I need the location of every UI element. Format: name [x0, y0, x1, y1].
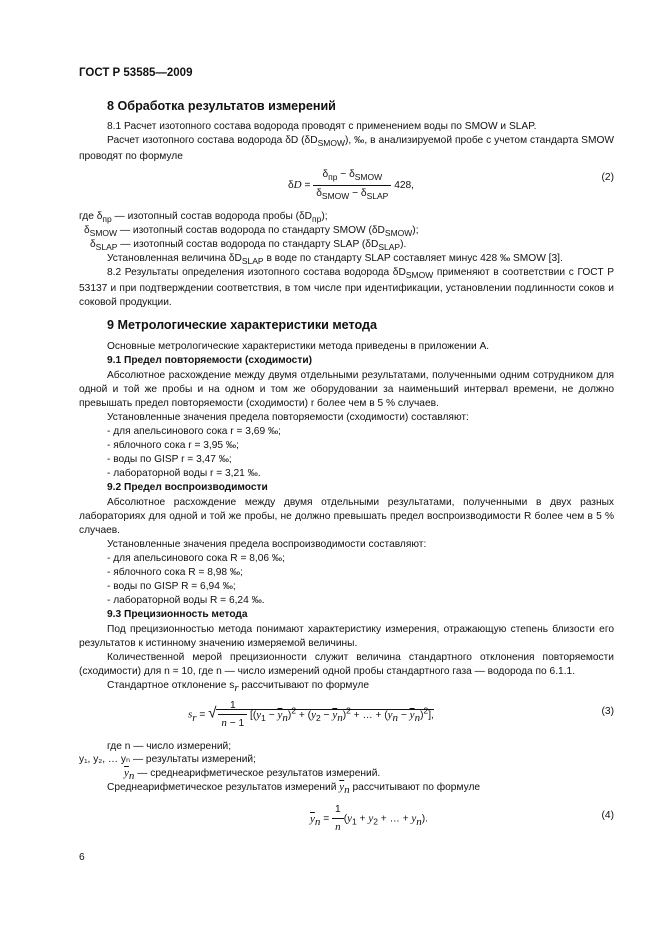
para-8-2: 8.2 Результаты определения изотопного состава водорода $\delta D_{SMOW}$ применяют в соответствии с ГОСТ Р 53137 и при подтверждении соответствия, в том числе при идентификации, установлении подлинности соков и соковой продукции.	[79, 267, 614, 309]
list-item: - для апельсинового сока r = 3,69 ‰;	[107, 426, 281, 437]
list-item: - для апельсинового сока R = 8,06 ‰;	[107, 553, 285, 564]
equation-4: $\overline{y}_n$ = $\frac{1}{n}$ ($y_1 + y_2$ + … + $y_n$).	[310, 804, 429, 833]
where-ybar: $\overline{y}_n$ — среднеарифметическое результатов измерений.	[124, 767, 381, 783]
equation-2-number: (2)	[601, 172, 614, 183]
para-9-1-list-intro: Установленные значения предела повторяемости (сходимости) составляют:	[107, 412, 469, 423]
para-9-3-3: Стандартное отклонение $s_r$ рассчитывают по формуле	[107, 680, 370, 695]
section-9-title: 9 Метрологические характеристики метода	[107, 318, 378, 332]
page-number: 6	[79, 852, 85, 863]
para-9-2: Абсолютное расхождение между двумя отдельными результатами, полученными в двух разных лабораториях для одной и той же пробы, не должно превышать предел воспроизводимости R более чем в 5 % случаев.	[79, 497, 614, 537]
where-delta-pr: где $\delta_{пр}$ — изотопный состав водорода пробы $(\delta D_{пр})$;	[79, 211, 328, 225]
where-n: где n — число измерений;	[107, 741, 232, 752]
where-y: y₁, y₂, … yₙ — результаты измерений;	[79, 754, 256, 765]
para-8-1: 8.1 Расчет изотопного состава водорода проводят с применением воды по SMOW и SLAP.	[107, 121, 537, 132]
para-9-intro: Основные метрологические характеристики метода приведены в приложении А.	[107, 341, 490, 352]
list-item: - яблочного сока r = 3,95 ‰;	[107, 440, 239, 451]
section-9-3-title: 9.3 Прецизионность метода	[107, 609, 248, 620]
section-9-1-title: 9.1 Предел повторяемости (сходимости)	[107, 355, 312, 366]
list-item: - лабораторной воды r = 3,21 ‰.	[107, 468, 261, 479]
list-item: - воды по GISP R = 6,94 ‰;	[107, 581, 236, 592]
para-9-3-4: Среднеарифметическое результатов измерений $\overline{y}_n$ рассчитывают по формуле	[107, 781, 481, 797]
para-9-1: Абсолютное расхождение между двумя отдельными результатами, полученными одним сотрудником для одной и той же пробы и на одном и том же оборудовании за наименьший интервал времени, не должно превышать предел повторяемости (сходимости) r более чем в 5 % случаев.	[79, 370, 614, 410]
where-delta-smow: $\delta_{SMOW}$ — изотопный состав водорода по стандарту SMOW $(\delta D_{SMOW})$;	[84, 225, 419, 239]
document-header: ГОСТ Р 53585—2009	[79, 67, 193, 79]
para-slap-value: Установленная величина $\delta D_{SLAP}$ в воде по стандарту SLAP составляет минус 428 ‰ SMOW [3].	[107, 253, 563, 267]
list-item: - воды по GISP r = 3,47 ‰;	[107, 454, 232, 465]
para-9-2-list-intro: Установленные значения предела воспроизводимости составляют:	[107, 539, 427, 550]
para-9-3-1: Под прецизионностью метода понимают характеристику измерения, отражающую степень близости его результатов к истинному значению измеряемой величины.	[79, 624, 614, 650]
equation-3: $s_r$ = √ $\frac{1}{n - 1}$ [$(y_1 - \overline{y}_n)^2 + (y_2 - \overline{y}_n)^2$ + … + $(y_n - \overline{y}_n)^2$],	[188, 700, 434, 729]
list-item: - лабораторной воды R = 6,24 ‰.	[107, 595, 265, 606]
equation-2: δD = $\frac{\delta_{пр} - \delta_{SMOW}}{\delta_{SMOW} - \delta_{SLAP}}$ 428,	[288, 169, 415, 202]
para-8-1-formula-intro: Расчет изотопного состава водорода δD $(\delta D_{SMOW})$, ‰, в анализируемой пробе с учетом стандарта SMOW проводят по формуле	[79, 135, 614, 163]
section-9-2-title: 9.2 Предел воспроизводимости	[107, 482, 268, 493]
section-8-title: 8 Обработка результатов измерений	[107, 99, 336, 113]
equation-4-number: (4)	[601, 810, 614, 821]
where-delta-slap: $\delta_{SLAP}$ — изотопный состав водорода по стандарту SLAP $(\delta D_{SLAP})$.	[90, 239, 407, 253]
equation-3-number: (3)	[601, 706, 614, 717]
para-9-3-2: Количественной мерой прецизионности служит величина стандартного отклонения повторяемости (сходимости) для n = 10, где n — число измерений одной пробы стандартного газа — водорода по 6.1.1.	[79, 652, 614, 678]
list-item: - яблочного сока R = 8,98 ‰;	[107, 567, 243, 578]
